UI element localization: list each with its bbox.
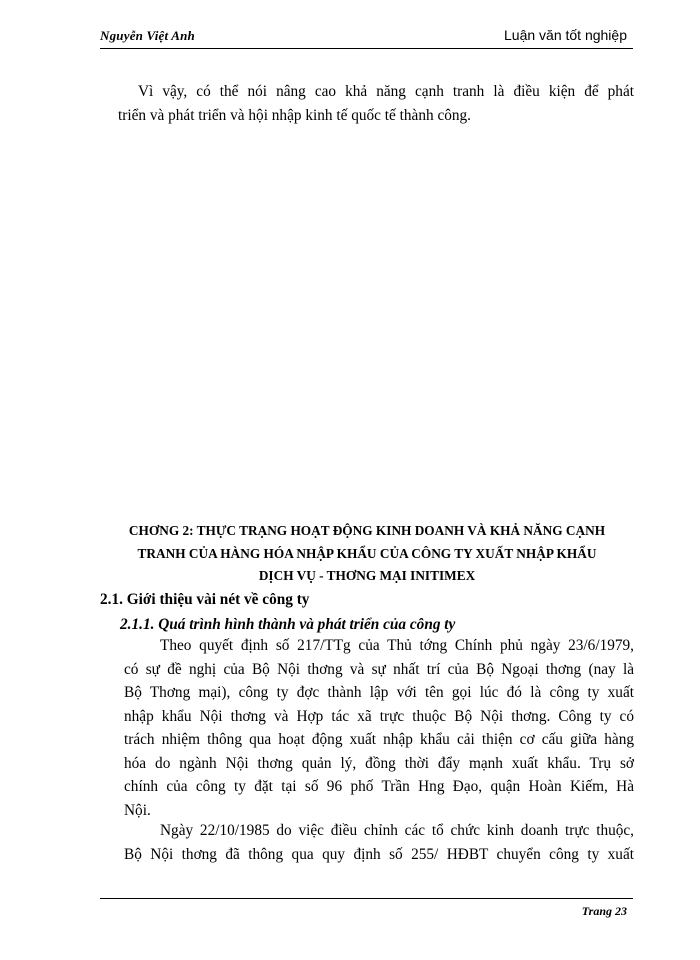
paragraph-line: Nội. [124,801,151,819]
chapter-title-line: DỊCH VỤ - THƠNG MẠI INITIMEX [258,568,476,583]
paragraph-line: Ngày 22/10/1985 do việc điều chỉnh các tổ chức kinh doanh trực thuộc, [160,822,634,839]
paragraph-line: hóa do ngành Nội thơng quản lý, đồng thời đẩy mạnh xuất khẩu. Trụ sở [124,754,634,772]
paragraph-line: trách nhiệm thông qua hoạt động xuất nhập khẩu cải thiện cơ cấu giữa hàng [124,731,634,748]
paragraph-line: Theo quyết định số 217/TTg của Thủ tớng Chính phủ ngày 23/6/1979, [160,637,634,654]
author-name: Nguyễn Việt Anh [100,28,195,43]
document-type: Luận văn tốt nghiệp [504,27,627,43]
paragraph-line: Bộ Thơng mại), công ty đợc thành lập với tên gọi lúc đó là công ty xuất [124,684,634,701]
page-header [100,26,633,49]
page-footer [100,898,633,918]
chapter-title [100,520,634,588]
paragraph-line: Vì vậy, có thể nói nâng cao khả năng cạnh tranh là điều kiện để phát [138,83,634,100]
page-number: Trang 23 [581,904,627,918]
body-paragraph-1 [124,634,634,822]
subsection-heading: 2.1.1. Quá trình hình thành và phát triển của công ty [120,616,456,633]
paragraph-line: triển và phát triển và hội nhập kinh tế quốc tế thành công. [118,106,472,124]
chapter-title-line: TRANH CỦA HÀNG HÓA NHẬP KHẨU CỦA CÔNG TY XUẤT NHẬP KHẨU [137,545,597,561]
paragraph-line: nhập khẩu Nội thơng và Hợp tác xã trực thuộc Bộ Nội thơng. Công ty có [124,707,634,725]
paragraph-line: Bộ Nội thơng đã thông qua quy định số 255/ HĐBT chuyển công ty xuất [124,845,634,863]
paragraph-line: có sự đề nghị của Bộ Nội thơng và sự nhất trí của Bộ Ngoại thơng (nay là [124,660,634,678]
section-heading: 2.1. Giới thiệu vài nét về công ty [100,591,310,608]
chapter-title-line: CHƠNG 2: THỰC TRẠNG HOẠT ĐỘNG KINH DOANH VÀ KHẢ NĂNG CẠNH [128,523,606,538]
body-paragraph-2 [124,819,634,866]
paragraph-line: chính của công ty đặt tại số 96 phố Trần Hng Đạo, quận Hoàn Kiếm, Hà [124,778,634,795]
intro-paragraph [100,80,634,127]
